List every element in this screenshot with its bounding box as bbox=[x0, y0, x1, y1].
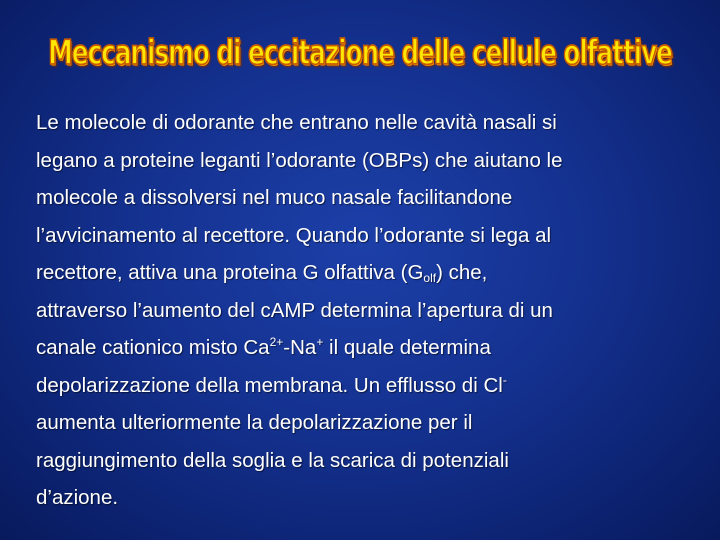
superscript-chloride-charge: - bbox=[502, 372, 507, 387]
subscript-olf: olf bbox=[423, 271, 437, 285]
text-segment: depolarizzazione della membrana. Un efflusso di Cl bbox=[36, 373, 503, 397]
text-segment: recettore, attiva una proteina G olfattiva (G bbox=[36, 261, 424, 284]
text-line bbox=[36, 367, 676, 405]
text-line: l’avvicinamento al recettore. Quando l’odorante si lega al bbox=[36, 223, 552, 247]
text-line: Le molecole di odorante che entrano nelle cavità nasali si bbox=[36, 111, 557, 134]
text-segment: ) che, bbox=[436, 261, 488, 284]
text-segment: canale cationico misto Ca bbox=[36, 336, 270, 359]
text-line: molecole a dissolversi nel muco nasale facilitandone bbox=[36, 186, 513, 209]
text-line: d’azione. bbox=[36, 486, 119, 509]
superscript-sodium-charge: + bbox=[316, 335, 324, 349]
text-line: legano a proteine leganti l’odorante (OBPs) che aiutano le bbox=[36, 148, 563, 172]
text-line bbox=[36, 329, 676, 367]
text-line bbox=[36, 254, 676, 292]
superscript-calcium-charge: 2+ bbox=[269, 335, 284, 349]
text-segment: il quale determina bbox=[323, 336, 491, 359]
text-line: raggiungimento della soglia e la scarica di potenziali bbox=[36, 448, 509, 472]
slide-title: Meccanismo di eccitazione delle cellule olfattive bbox=[48, 34, 672, 73]
text-line: aumenta ulteriormente la depolarizzazione per il bbox=[36, 411, 473, 434]
text-segment: -Na bbox=[283, 336, 317, 359]
text-line: attraverso l’aumento del cAMP determina l’apertura di un bbox=[36, 298, 553, 322]
body-paragraph bbox=[36, 104, 676, 517]
